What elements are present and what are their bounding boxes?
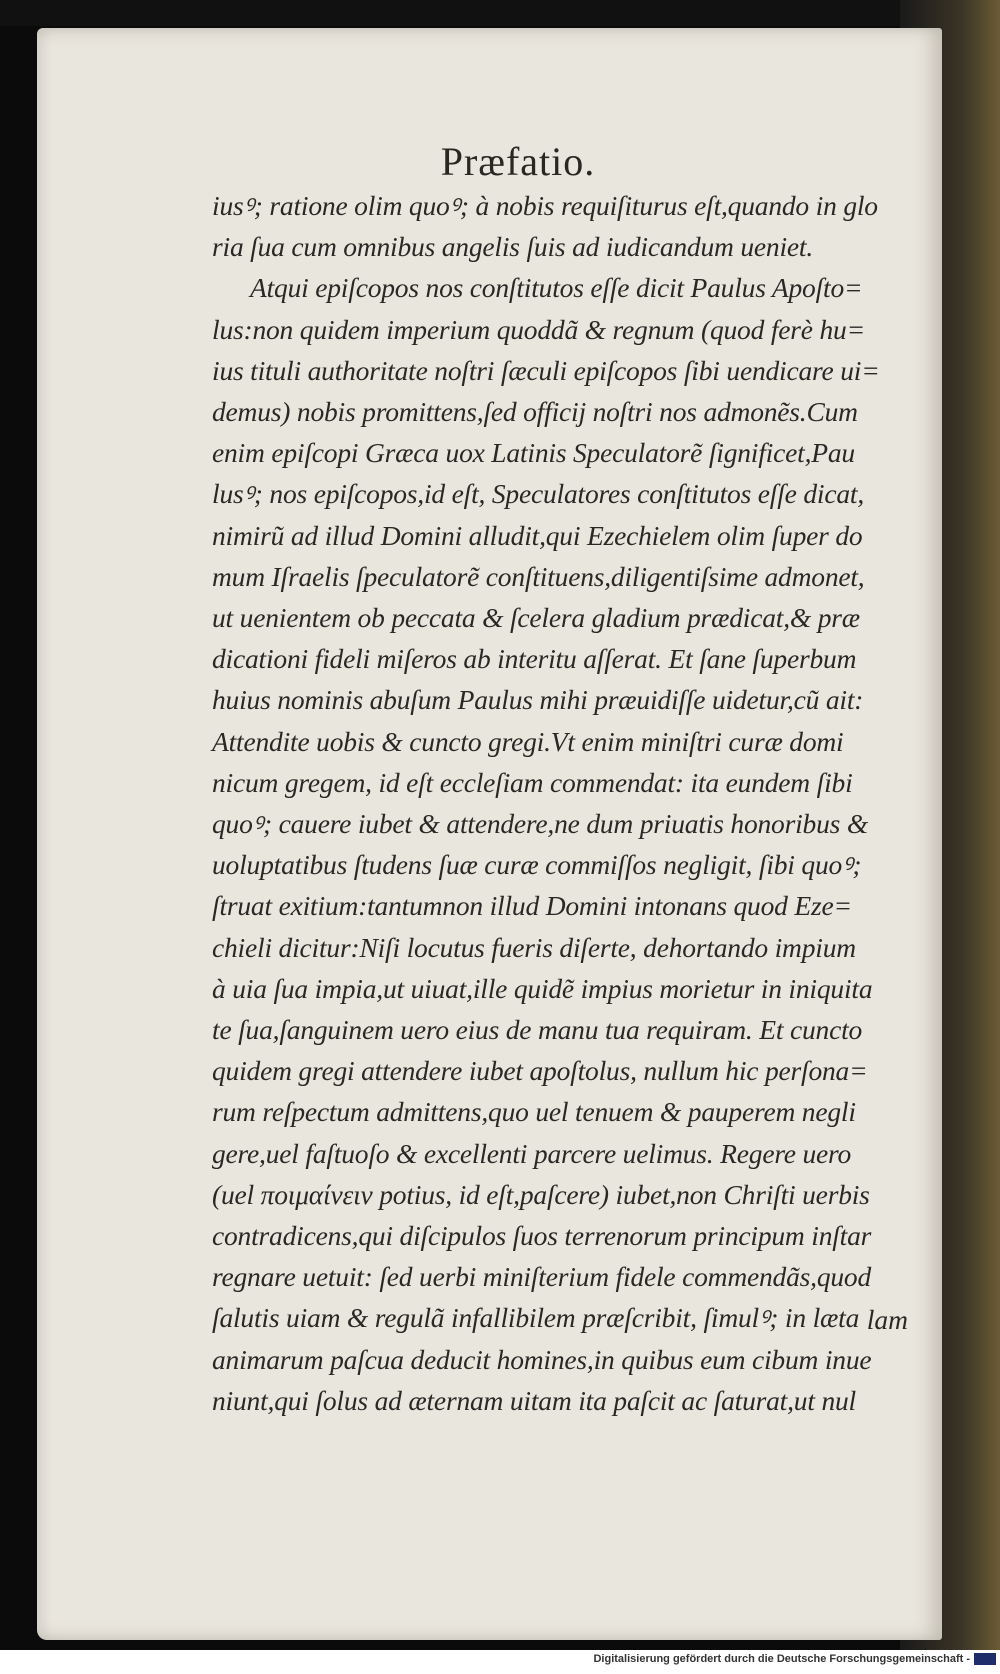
text-line: ſalutis uiam & regulã infallibilem præſcribit, ſimulꝰ; in læta [212,1302,860,1334]
text-line: chieli dicitur:Niſi locutus fueris diſerte, dehortando impium [212,931,856,963]
page-heading [0,138,1000,185]
text-line: dicationi fideli miſeros ab interitu aſſerat. Et ſane ſuperbum [212,643,857,675]
text-line: iusꝰ; ratione olim quoꝰ; à nobis requiſiturus eſt,quando in glo [212,190,878,221]
text-line: enim epiſcopi Græca uox Latinis Speculatorẽ ſignificet,Pau [212,437,855,469]
text-line: mum Iſraelis ſpeculatorẽ conſtituens,diligentiſsime admonet, [212,560,865,592]
text-line: nimirũ ad illud Domini alludit,qui Ezechielem olim ſuper do [212,519,863,551]
body-text [212,185,912,1421]
text-line: Atqui epiſcopos nos conſtitutos eſſe dicit Paulus Apoſto= [250,272,863,304]
text-line: quoꝰ; cauere iubet & attendere,ne dum priuatis honoribus & [212,808,869,840]
text-line: quidem gregi attendere iubet apoſtolus, nullum hic perſona= [212,1055,868,1087]
catchword: lam [866,1304,908,1335]
text-line: rum reſpectum admittens,quo uel tenuem & pauperem negli [212,1096,856,1128]
text-line: nicum gregem, id eſt eccleſiam commendat: ita eundem ſibi [212,766,853,798]
text-line: Attendite uobis & cuncto gregi.Vt enim miniſtri curæ domi [212,725,844,757]
text-line: ſtruat exitium:tantumnon illud Domini intonans quod Eze= [212,890,852,922]
text-line: demus) nobis promittens,ſed officij noſtri nos admonẽs.Cum [212,396,858,428]
text-line: contradicens,qui diſcipulos ſuos terrenorum principum inſtar [212,1220,872,1252]
text-line: à uia ſua impia,ut uiuat,ille quidẽ impius morietur in iniquita [212,972,873,1004]
text-line: (uel ποιμαίνειν potius, id eſt,paſcere) iubet,non Chriſti uerbis [212,1178,870,1210]
text-line: uoluptatibus ſtudens ſuæ curæ commiſſos negligit, ſibi quoꝰ; [212,849,862,881]
page-heading-text: Præfatio. [440,139,596,184]
text-line: lus:non quidem imperium quoddã & regnum (quod ferè hu= [212,313,865,345]
text-line: huius nominis abuſum Paulus mihi præuidiſſe uidetur,cũ ait: [212,684,864,716]
text-line: gere,uel faſtuoſo & excellenti parcere uelimus. Regere uero [212,1137,852,1169]
funding-credit: Digitalisierung gefördert durch die Deutsche Forschungsgemeinschaft - [593,1653,970,1665]
text-line: ut uenientem ob peccata & ſcelera gladium prædicat,& præ [212,602,860,634]
text-line: te ſua,ſanguinem uero eius de manu tua requiram. Et cuncto [212,1014,863,1046]
dfg-logo [974,1653,996,1665]
text-line: ius tituli authoritate noſtri ſæculi epiſcopos ſibi uendicare ui= [212,354,880,386]
text-line: lusꝰ; nos epiſcopos,id eſt, Speculatores conſtitutos eſſe dicat, [212,478,864,510]
text-line: animarum paſcua deducit homines,in quibus eum cibum inue [212,1343,872,1375]
scan-top-border [0,0,1000,26]
text-line: regnare uetuit: ſed uerbi miniſterium fidele commendãs,quod [212,1261,872,1293]
text-line: niunt,qui ſolus ad æternam uitam ita paſcit ac ſaturat,ut nul [212,1384,856,1416]
text-line: ria ſua cum omnibus angelis ſuis ad iudicandum ueniet. [212,231,814,263]
